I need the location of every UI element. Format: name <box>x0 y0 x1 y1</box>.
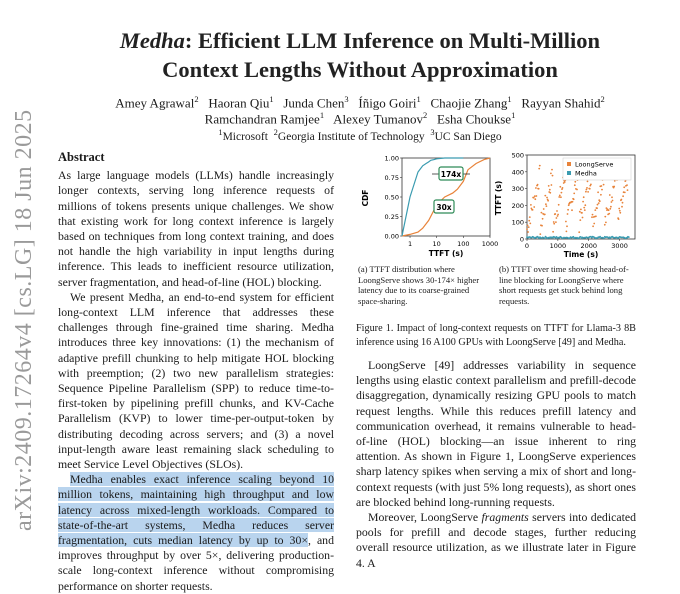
loongserve-point <box>597 204 599 206</box>
ttft-ytick-label: 500 <box>511 151 524 160</box>
loongserve-point <box>552 231 554 233</box>
loongserve-point <box>556 217 558 219</box>
loongserve-point <box>564 181 566 183</box>
body-paragraph-2 <box>356 510 636 571</box>
loongserve-point <box>608 209 610 211</box>
author-name: Amey Agrawal <box>115 95 195 111</box>
loongserve-point <box>558 196 560 198</box>
affiliation-marker: 2 <box>423 110 428 120</box>
ttft-ytick-label: 100 <box>511 218 524 227</box>
loongserve-point <box>530 204 532 206</box>
loongserve-point <box>621 206 623 208</box>
loongserve-point <box>619 212 621 214</box>
loongserve-point <box>591 216 593 218</box>
loongserve-point <box>574 184 576 186</box>
loongserve-point <box>589 188 591 190</box>
figure-1a-cdf-chart <box>360 150 499 260</box>
affiliations <box>50 124 670 145</box>
author-name: Haoran Qiu <box>208 95 270 111</box>
affiliation-marker: 1 <box>218 127 223 137</box>
loongserve-point <box>618 218 620 220</box>
ttft-xtick-label: 1000 <box>549 242 567 250</box>
loongserve-point <box>578 231 580 233</box>
loongserve-point <box>532 209 534 211</box>
ttft-xtick-label: 0 <box>524 242 530 250</box>
loongserve-point <box>559 186 561 188</box>
loongserve-point <box>597 191 599 193</box>
loongserve-point <box>555 221 557 223</box>
abstract-heading: Abstract <box>58 150 105 164</box>
loongserve-point <box>576 189 578 191</box>
affiliation-marker: 1 <box>511 110 516 120</box>
annotation-174x-label: 174x <box>440 170 462 179</box>
loongserve-point <box>534 198 536 200</box>
loongserve-point <box>536 195 538 197</box>
ttft-ytick-label: 200 <box>511 201 524 210</box>
loongserve-point <box>549 189 551 191</box>
loongserve-point <box>573 193 575 195</box>
loongserve-point <box>579 219 581 221</box>
loongserve-point <box>541 212 543 214</box>
loongserve-point <box>546 197 548 199</box>
loongserve-point <box>583 196 585 198</box>
affiliation-marker: 1 <box>319 110 325 120</box>
loongserve-point <box>534 195 536 197</box>
loongserve-point <box>587 191 589 193</box>
author-name: Chaojie Zhang <box>430 95 508 111</box>
annotation-30x <box>434 200 454 213</box>
cdf-xtick-label: 10 <box>432 240 441 248</box>
loongserve-point <box>526 228 528 230</box>
author-name: Junda Chen <box>283 95 345 111</box>
author-name: Rayyan Shahid <box>521 95 601 111</box>
loongserve-point <box>605 222 607 224</box>
loongserve-point <box>592 214 594 216</box>
loongserve-point <box>553 223 555 225</box>
loongserve-point <box>624 192 626 194</box>
body-paragraph-2-start: Moreover, LoongServe <box>368 510 482 525</box>
cdf-xlabel: TTFT (s) <box>428 249 464 258</box>
loongserve-point <box>561 192 563 194</box>
loongserve-point <box>621 199 623 201</box>
figure-1-caption <box>356 322 636 349</box>
affiliation-name: Microsoft <box>222 130 268 143</box>
loongserve-point <box>538 168 540 170</box>
highlighted-text[interactable]: Medha enables exact inference scaling beyond 10 million tokens, maintaining high throughput and low latency across mixed-length workloads. Compared to state-of-the-art systems, Medha reduces server fragmentation, cuts median latency by up to 30× <box>58 472 334 548</box>
loongserve-point <box>548 185 550 187</box>
annotation-30x-label: 30x <box>436 203 452 212</box>
loongserve-point <box>601 185 603 187</box>
loongserve-point <box>572 201 574 203</box>
figure-label: Figure 1. <box>356 323 394 334</box>
loongserve-point <box>554 213 556 215</box>
title-system-name: Medha <box>119 28 185 53</box>
figure-1b-ttft-over-time-chart <box>495 148 640 260</box>
cdf-xtick-label: 100 <box>457 240 470 248</box>
body-paragraph-2-emphasis: fragments <box>481 510 529 525</box>
loongserve-point <box>562 187 564 189</box>
loongserve-point <box>581 212 583 214</box>
loongserve-point <box>587 181 589 183</box>
loongserve-point <box>567 213 569 215</box>
loongserve-point <box>566 231 568 233</box>
ttft-xtick-label: 2000 <box>580 242 597 250</box>
author-name: Alexey Tumanov <box>333 111 424 127</box>
loongserve-point <box>590 184 592 186</box>
loongserve-point <box>579 211 581 213</box>
body-paragraph-1: LoongServe [49] addresses variability in sequence lengths using elastic context parallelism and prefill-decode disaggregation, dynamically resizing GPU pools to match request lengths. While this reduces prefill latency and communication overhead, it remains vulnerable to head-of-line (HOL) blocking—an issue inherent to ring attention. As shown in Figure 1, LoongServe experiences sharp latency spikes when serving a mix of short and long-context requests (with just 5% long requests), as short ones are blocked behind long-running requests. <box>356 358 636 509</box>
loongserve-point <box>552 175 554 177</box>
loongserve-point <box>559 195 561 197</box>
loongserve-point <box>592 225 594 227</box>
loongserve-point <box>537 184 539 186</box>
loongserve-point <box>623 186 625 188</box>
loongserve-point <box>586 189 588 191</box>
chart-legend <box>563 158 631 180</box>
medha-point <box>544 237 546 239</box>
loongserve-point <box>543 208 545 210</box>
loongserve-point <box>565 221 567 223</box>
loongserve-point <box>529 223 531 225</box>
loongserve-point <box>574 181 576 183</box>
affiliation-marker: 1 <box>507 94 512 104</box>
right-column <box>356 358 636 571</box>
arxiv-identifier <box>8 109 44 531</box>
cdf-xtick-label: 1000 <box>481 240 499 248</box>
affiliation-marker: 2 <box>194 94 199 104</box>
loongserve-point <box>533 197 535 199</box>
loongserve-point <box>596 207 598 209</box>
legend-loongserve-label: LoongServe <box>575 160 614 169</box>
affiliation-marker: 3 <box>344 94 349 104</box>
cdf-ytick-label: 0.25 <box>384 213 399 221</box>
affiliation-name: UC San Diego <box>434 130 502 143</box>
abstract-paragraph-1: As large language models (LLMs) handle increasingly longer contexts, serving long inference requests of millions of tokens presents unique challenges. We show that existing work for long context inference is largely based on techniques from long context training, and does not handle the high variability in input lengths during inference. This leads to inefficient resource utilization, server fragmentation, and head-of-line (HOL) blocking. <box>58 168 334 289</box>
loongserve-point <box>608 213 610 215</box>
loongserve-point <box>545 203 547 205</box>
ttft-ytick-label: 0 <box>519 235 524 244</box>
cdf-ytick-label: 0.75 <box>384 174 399 182</box>
loongserve-point <box>594 209 596 211</box>
ttft-xlabel: Time (s) <box>563 250 599 259</box>
loongserve-point <box>612 200 614 202</box>
loongserve-point <box>583 207 585 209</box>
paper-title-line2: Context Lengths Without Approximation <box>162 57 558 82</box>
legend-loongserve-marker <box>567 162 571 166</box>
loongserve-point <box>551 169 553 171</box>
abstract-paragraph-3-rest: , and improves throughput by over 5×, delivering production-scale long-context inference without compromising performance on shorter requests. <box>58 533 334 593</box>
ttft-ylabel: TTFT (s) <box>494 180 503 216</box>
affiliation-marker: 3 <box>430 127 435 137</box>
loongserve-point <box>529 216 531 218</box>
figure-caption-text: Impact of long-context requests on TTFT for Llama-3 8B inference using 16 A100 GPUs with LoongServe [49] and Medha. <box>356 323 636 348</box>
arxiv-id-text: arXiv:2409.17264v4 [cs.LG] 18 Jun 2025 <box>11 109 37 531</box>
ttft-ytick-label: 300 <box>511 185 524 194</box>
loongserve-point <box>585 191 587 193</box>
loongserve-point <box>541 225 543 227</box>
cdf-ytick-label: 1.00 <box>384 154 399 163</box>
loongserve-point <box>622 195 624 197</box>
author-name: Ramchandran Ramjee <box>204 111 320 127</box>
loongserve-point <box>557 214 559 216</box>
loongserve-point <box>550 173 552 175</box>
loongserve-point <box>556 210 558 212</box>
medha-point <box>628 236 630 238</box>
loongserve-point <box>595 215 597 217</box>
loongserve-point <box>609 208 611 210</box>
loongserve-point <box>622 202 624 204</box>
loongserve-point <box>626 184 628 186</box>
loongserve-point <box>542 218 544 220</box>
loongserve-point <box>538 188 540 190</box>
affiliation-marker: 1 <box>416 94 421 104</box>
loongserve-point <box>582 217 584 219</box>
loongserve-point <box>627 189 629 191</box>
loongserve-point <box>539 233 541 235</box>
loongserve-point <box>528 226 530 228</box>
loongserve-point <box>603 184 605 186</box>
left-column <box>58 150 334 594</box>
loongserve-point <box>549 192 551 194</box>
loongserve-point <box>624 180 626 182</box>
loongserve-point <box>553 221 555 223</box>
loongserve-point <box>527 225 529 227</box>
title-rest: : Efficient LLM Inference on Multi-Million <box>184 28 601 53</box>
cdf-ytick-label: 0.00 <box>384 232 399 241</box>
figure-1b-caption: (b) TTFT over time showing head-of-line blocking for LoongServe where short requests get stuck behind long requests. <box>499 264 629 306</box>
loongserve-point <box>619 210 621 212</box>
loongserve-point <box>609 194 611 196</box>
loongserve-point <box>586 187 588 189</box>
loongserve-point <box>567 209 569 211</box>
loongserve-point <box>546 205 548 207</box>
loongserve-point <box>544 195 546 197</box>
loongserve-point <box>547 200 549 202</box>
loongserve-point <box>539 165 541 167</box>
ttft-ytick-label: 400 <box>511 168 524 177</box>
loongserve-point <box>527 231 529 233</box>
legend-medha-label: Medha <box>575 169 597 178</box>
cdf-ytick-label: 0.50 <box>384 193 399 202</box>
loongserve-point <box>593 223 595 225</box>
loongserve-point <box>544 214 546 216</box>
loongserve-point <box>604 224 606 226</box>
loongserve-point <box>551 184 553 186</box>
cdf-ylabel: CDF <box>361 189 370 207</box>
loongserve-point <box>582 201 584 203</box>
abstract-paragraph-3 <box>58 472 334 594</box>
ttft-xtick-label: 3000 <box>611 242 628 250</box>
loongserve-point <box>533 206 535 208</box>
figure-1a-caption: (a) TTFT distribution where LoongServe shows 30-174× higher latency due to its coarse-grained space-sharing. <box>358 264 480 306</box>
loongserve-point <box>580 209 582 211</box>
abstract-paragraph-2: We present Medha, an end-to-end system for efficient long-context LLM inference that addresses these challenges through fine-grained time sharing. Medha introduces three key innovations: (1) the mechanism of adaptive prefill chunking to help mitigate HOL blocking with preemption; (2) two new parallelism strategies: Sequence Pipeline Parallelism (SPP) to reduce time-to-first-token by pipelining prefill chunks, and KV-Cache Parallelism (KVP) to lower time-per-output-token by distributing decoding across servers; and (3) a novel input-length aware least remaining slack scheduling to meet Service Level Objectives (SLOs). <box>58 289 334 472</box>
loongserve-point <box>600 194 602 196</box>
loongserve-point <box>528 220 530 222</box>
affiliation-marker: 1 <box>269 94 274 104</box>
loongserve-point <box>604 216 606 218</box>
loongserve-point <box>610 206 612 208</box>
loongserve-point <box>584 204 586 206</box>
loongserve-point <box>584 209 586 211</box>
loongserve-point <box>613 186 615 188</box>
loongserve-point <box>598 202 600 204</box>
loongserve-point <box>566 225 568 227</box>
loongserve-point <box>618 208 620 210</box>
paper-title-line1 <box>60 26 660 55</box>
loongserve-point <box>601 189 603 191</box>
loongserve-point <box>611 196 613 198</box>
author-name: Íñigo Goiri <box>358 95 417 111</box>
affiliation-marker: 2 <box>600 94 605 104</box>
loongserve-point <box>558 204 560 206</box>
body-paragraph-2-rest: servers into dedicated pools for prefill and decode stages, further reducing overall resource utilization, as we illustrate later in Figure 4. A <box>356 510 636 570</box>
loongserve-point <box>614 180 616 182</box>
loongserve-point <box>611 201 613 203</box>
loongserve-point <box>573 198 575 200</box>
author-name: Esha Choukse <box>437 111 512 127</box>
affiliation-name: Georgia Institute of Technology <box>277 130 425 143</box>
loongserve-point <box>599 200 601 202</box>
loongserve-point <box>535 187 537 189</box>
affiliation-marker: 2 <box>273 127 278 137</box>
loongserve-point <box>571 209 573 211</box>
loongserve-point <box>560 196 562 198</box>
legend-medha-marker <box>567 171 571 175</box>
cdf-xtick-label: 1 <box>407 240 413 248</box>
